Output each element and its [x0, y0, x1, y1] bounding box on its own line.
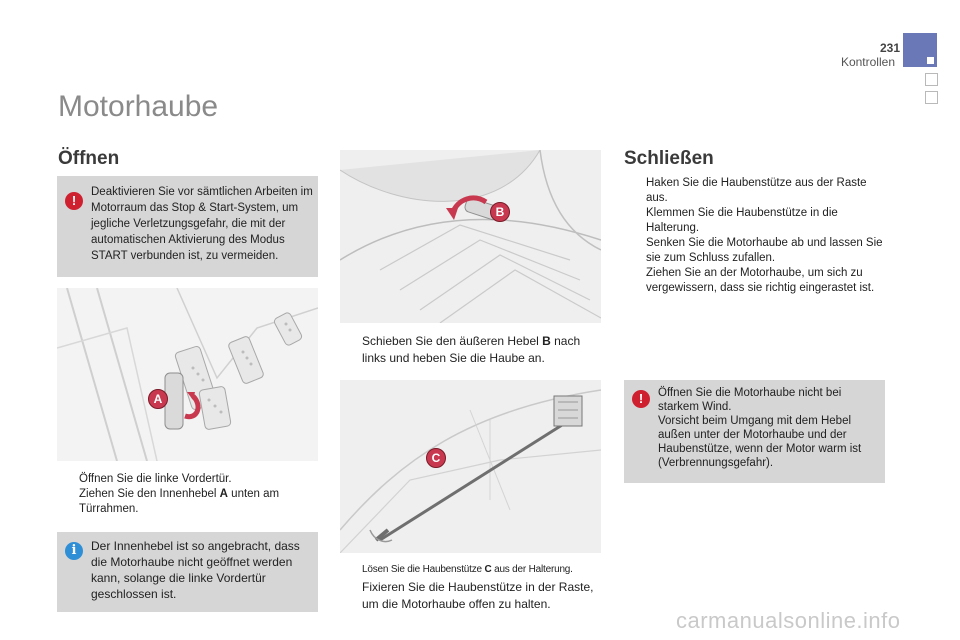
heading-oeffnen: Öffnen — [58, 148, 120, 169]
step-text: nach links und heben Sie die Haube an. — [362, 334, 581, 365]
step-ref-b: B — [542, 334, 551, 348]
callout-b: B — [490, 202, 510, 222]
warning-text: Deaktivieren Sie vor sämtlichen Arbeiten im Motorraum das Stop & Start-System, um jegliche Verletzungsgefahr, die mit der automatischen Aktivierung des Modus START verbunden ist, zu vermeiden. — [91, 186, 313, 262]
step-text: Fixieren Sie die Haubenstütze in der Raste, um die Motorhaube offen zu halten. — [362, 580, 594, 611]
warning-line: Öffnen Sie die Motorhaube nicht bei starkem Wind. — [658, 387, 842, 413]
step-item — [624, 236, 886, 266]
callout-c: C — [426, 448, 446, 468]
illustration-svg-grille — [340, 150, 601, 323]
illustration-hood-prop — [340, 380, 601, 553]
step-item — [57, 487, 318, 517]
step-text: Senken Sie die Motorhaube ab und lassen Sie sie zum Schluss zufallen. — [646, 237, 883, 264]
step-ref-a: A — [219, 488, 228, 500]
callout-a: A — [148, 389, 168, 409]
warning-icon: ! — [632, 390, 650, 408]
chapter-tab-active[interactable] — [903, 33, 937, 67]
step-text: Ziehen Sie an der Motorhaube, um sich zu vergewissern, dass sie richtig eingerastet ist. — [646, 267, 875, 294]
chapter-tab[interactable] — [925, 73, 938, 86]
step-text: Ziehen Sie den Innenhebel — [79, 488, 220, 500]
step-item — [624, 206, 886, 236]
page-number: 231 — [879, 41, 900, 55]
info-icon: i — [65, 542, 83, 560]
step-item — [624, 266, 886, 296]
warning-box-stop-start — [57, 176, 318, 277]
illustration-svg-prop — [340, 380, 601, 553]
step-item — [340, 579, 601, 613]
warning-icon: ! — [65, 192, 83, 210]
heading-schliessen: Schließen — [624, 148, 714, 169]
step-item — [340, 333, 601, 367]
steps-prop-c — [340, 563, 601, 613]
step-text: unten am Türrahmen. — [79, 488, 280, 515]
chapter-tab[interactable] — [925, 91, 938, 104]
step-text: Haken Sie die Haubenstütze aus der Raste aus. — [646, 177, 867, 204]
steps-oeffnen — [57, 472, 318, 517]
illustration-interior-lever — [57, 288, 318, 461]
step-item — [57, 472, 318, 487]
step-text: Schieben Sie den äußeren Hebel — [362, 334, 543, 348]
illustration-svg-pedals — [57, 288, 318, 461]
step-text: Lösen Sie die Haubenstütze — [362, 564, 485, 575]
info-box-interior-lever — [57, 532, 318, 612]
step-item — [624, 176, 886, 206]
step-ref-c: C — [484, 564, 492, 575]
info-text: Der Innenhebel ist so angebracht, dass die Motorhaube nicht geöffnet werden kann, solange die linke Vordertür geschlossen ist. — [91, 539, 300, 601]
watermark: carmanualsonline.info — [676, 608, 901, 633]
warning-text — [658, 386, 880, 470]
section-name: Kontrollen — [840, 55, 895, 69]
step-text: Klemmen Sie die Haubenstütze in die Halterung. — [646, 207, 838, 234]
illustration-outer-lever — [340, 150, 601, 323]
warning-line: Vorsicht beim Umgang mit dem Hebel außen unter der Motorhaube und der Haubenstütze, wenn der Motor warm ist (Verbrennungsgefahr). — [658, 415, 862, 469]
page-title: Motorhaube — [58, 90, 219, 123]
steps-lever-b — [340, 333, 601, 367]
step-text: aus der Halterung. — [491, 564, 573, 575]
tab-dot — [927, 57, 934, 64]
step-text: Öffnen Sie die linke Vordertür. — [79, 473, 232, 485]
warning-box-wind — [624, 380, 885, 483]
step-item — [340, 563, 601, 577]
steps-schliessen — [624, 176, 886, 296]
